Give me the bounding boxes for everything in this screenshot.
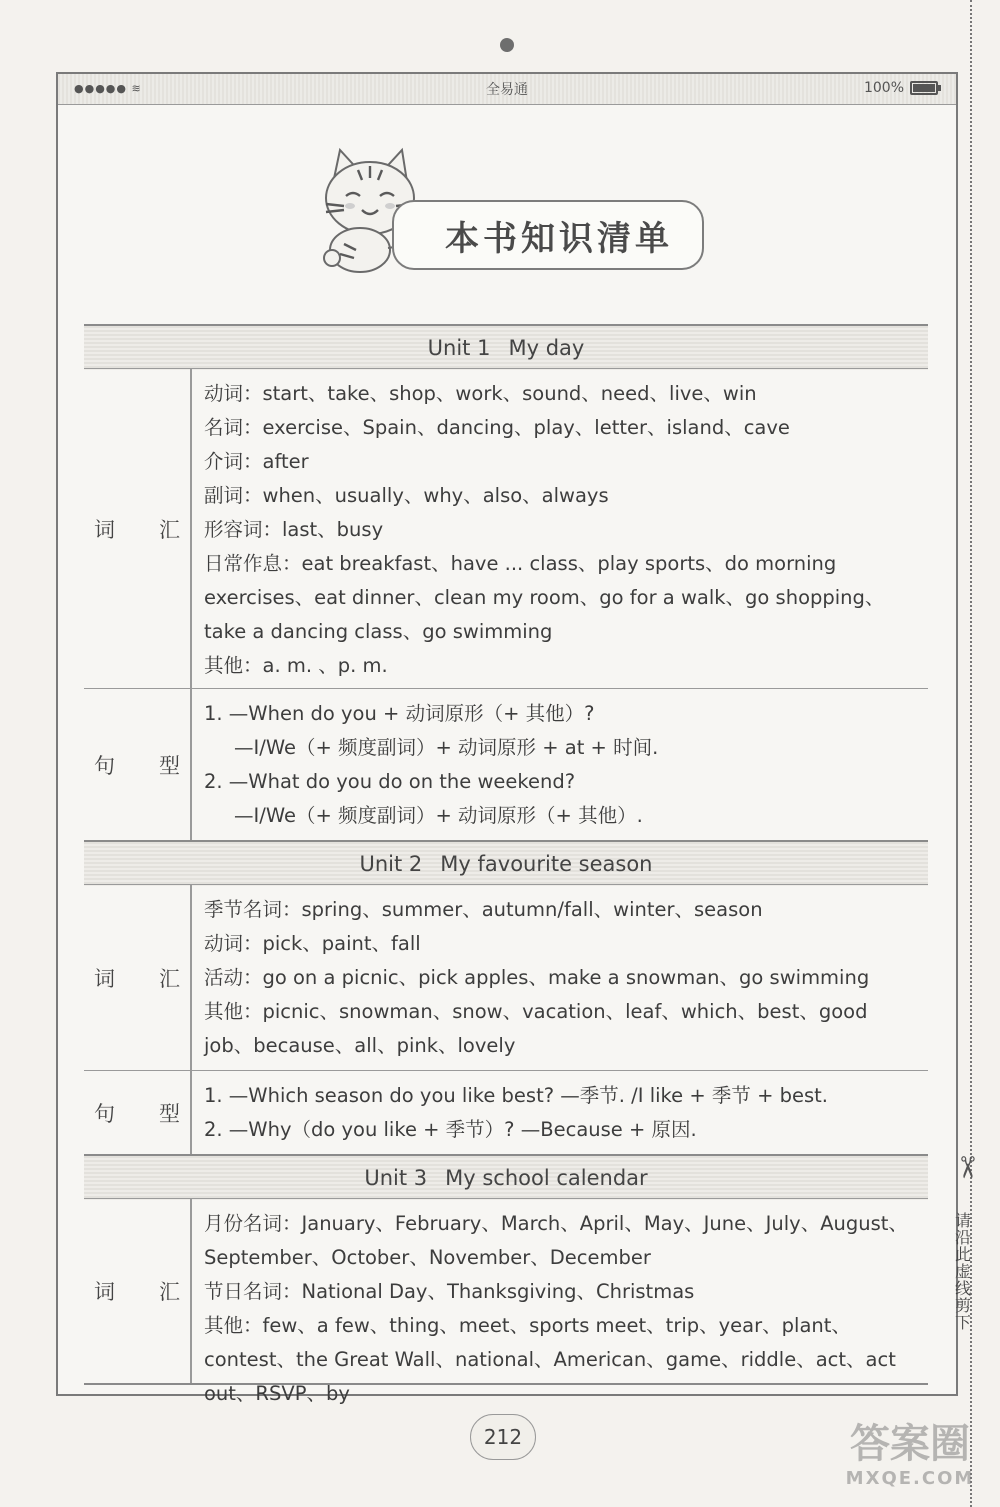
vocab-label: 词 汇	[84, 885, 192, 1071]
vocab-label: 词 汇	[84, 1199, 192, 1383]
pattern-line: 2. —Why（do you like + 季节）? —Because + 原因.	[204, 1118, 697, 1141]
unit-1-number: Unit 1	[427, 336, 491, 360]
pattern-line: 1. —Which season do you like best? —季节. /I like + 季节 + best.	[204, 1084, 828, 1107]
unit-3-header	[84, 1154, 928, 1200]
pattern-line: 2. —What do you do on the weekend?	[204, 770, 576, 793]
battery-percent: 100%	[863, 80, 904, 96]
unit-2-pattern-list	[204, 1079, 918, 1147]
pattern-label: 句 型	[84, 689, 192, 841]
unit-2-header	[84, 840, 928, 886]
vocab-line: 季节名词：spring、summer、autumn/fall、winter、season	[204, 898, 763, 921]
pattern-line: —I/We（+ 频度副词）+ 动词原形（+ 其他）.	[234, 804, 643, 827]
unit-3-vocab-list	[204, 1207, 918, 1411]
vocab-line: 其他：a. m. 、p. m.	[204, 654, 388, 677]
unit-1-vocab-list	[204, 377, 918, 683]
unit-2-vocab-list	[204, 893, 918, 1063]
vocab-line: 其他：few、a few、thing、meet、sports meet、trip、year、plant、contest、the Great Wall、national、American、game、riddle、act、act out、RSVP、by	[204, 1314, 896, 1405]
vocab-line: 副词：when、usually、why、also、always	[204, 484, 609, 507]
status-bar-title: 全易通	[486, 82, 528, 98]
unit-1-pattern-row	[84, 688, 928, 841]
scissors-icon: ✂	[949, 1154, 985, 1181]
battery-status	[864, 80, 938, 96]
vocab-line: 日常作息：eat breakfast、have ... class、play sports、do morning exercises、eat dinner、clean my room、go for a walk、go shopping、take a dancing class、go swimming	[204, 552, 885, 643]
pattern-line: —I/We（+ 频度副词）+ 动词原形 + at + 时间.	[234, 736, 659, 759]
vocab-line: 名词：exercise、Spain、dancing、play、letter、island、cave	[204, 416, 790, 439]
unit-1-pattern-list	[204, 697, 918, 833]
vocab-line: 活动：go on a picnic、pick apples、make a snowman、go swimming	[204, 966, 870, 989]
unit-2-pattern-row	[84, 1070, 928, 1155]
cut-instruction: 请沿此虚线剪下	[954, 1211, 971, 1332]
page-number: 212	[470, 1414, 536, 1460]
title-banner	[392, 200, 704, 270]
unit-2-name: My favourite season	[440, 852, 653, 876]
unit-2-vocab-row	[84, 884, 928, 1071]
unit-3-name: My school calendar	[445, 1166, 648, 1190]
watermark	[820, 1420, 1000, 1505]
vocab-line: 动词：pick、paint、fall	[204, 932, 421, 955]
unit-3-vocab-row	[84, 1198, 928, 1405]
vocab-line: 介词：after	[204, 450, 309, 473]
vocab-line: 动词：start、take、shop、work、sound、need、live、win	[204, 382, 757, 405]
top-binding-dot	[500, 38, 514, 52]
banner-title: 本书知识清单	[445, 218, 673, 259]
unit-1-header	[84, 324, 928, 370]
unit-1-vocab-row	[84, 368, 928, 689]
signal-icon: ●●●●● ≋	[74, 82, 142, 95]
vocab-line: 节日名词：National Day、Thanksgiving、Christmas	[204, 1280, 695, 1303]
pattern-line: 1. —When do you + 动词原形（+ 其他）?	[204, 702, 595, 725]
battery-icon	[910, 81, 938, 95]
watermark-url: MXQE.COM	[845, 1468, 975, 1489]
unit-2-number: Unit 2	[359, 852, 423, 876]
vocab-line: 月份名词：January、February、March、April、May、June、July、August、September、October、November、December	[204, 1212, 908, 1269]
vocab-label: 词 汇	[84, 369, 192, 689]
unit-1-name: My day	[508, 336, 585, 360]
pattern-label: 句 型	[84, 1071, 192, 1155]
vocab-line: 其他：picnic、snowman、snow、vacation、leaf、which、best、good job、because、all、pink、lovely	[204, 1000, 868, 1057]
vocab-line: 形容词：last、busy	[204, 518, 384, 541]
status-bar	[58, 74, 956, 105]
unit-3-number: Unit 3	[364, 1166, 428, 1190]
watermark-logo-text: 答案圈	[850, 1421, 970, 1467]
